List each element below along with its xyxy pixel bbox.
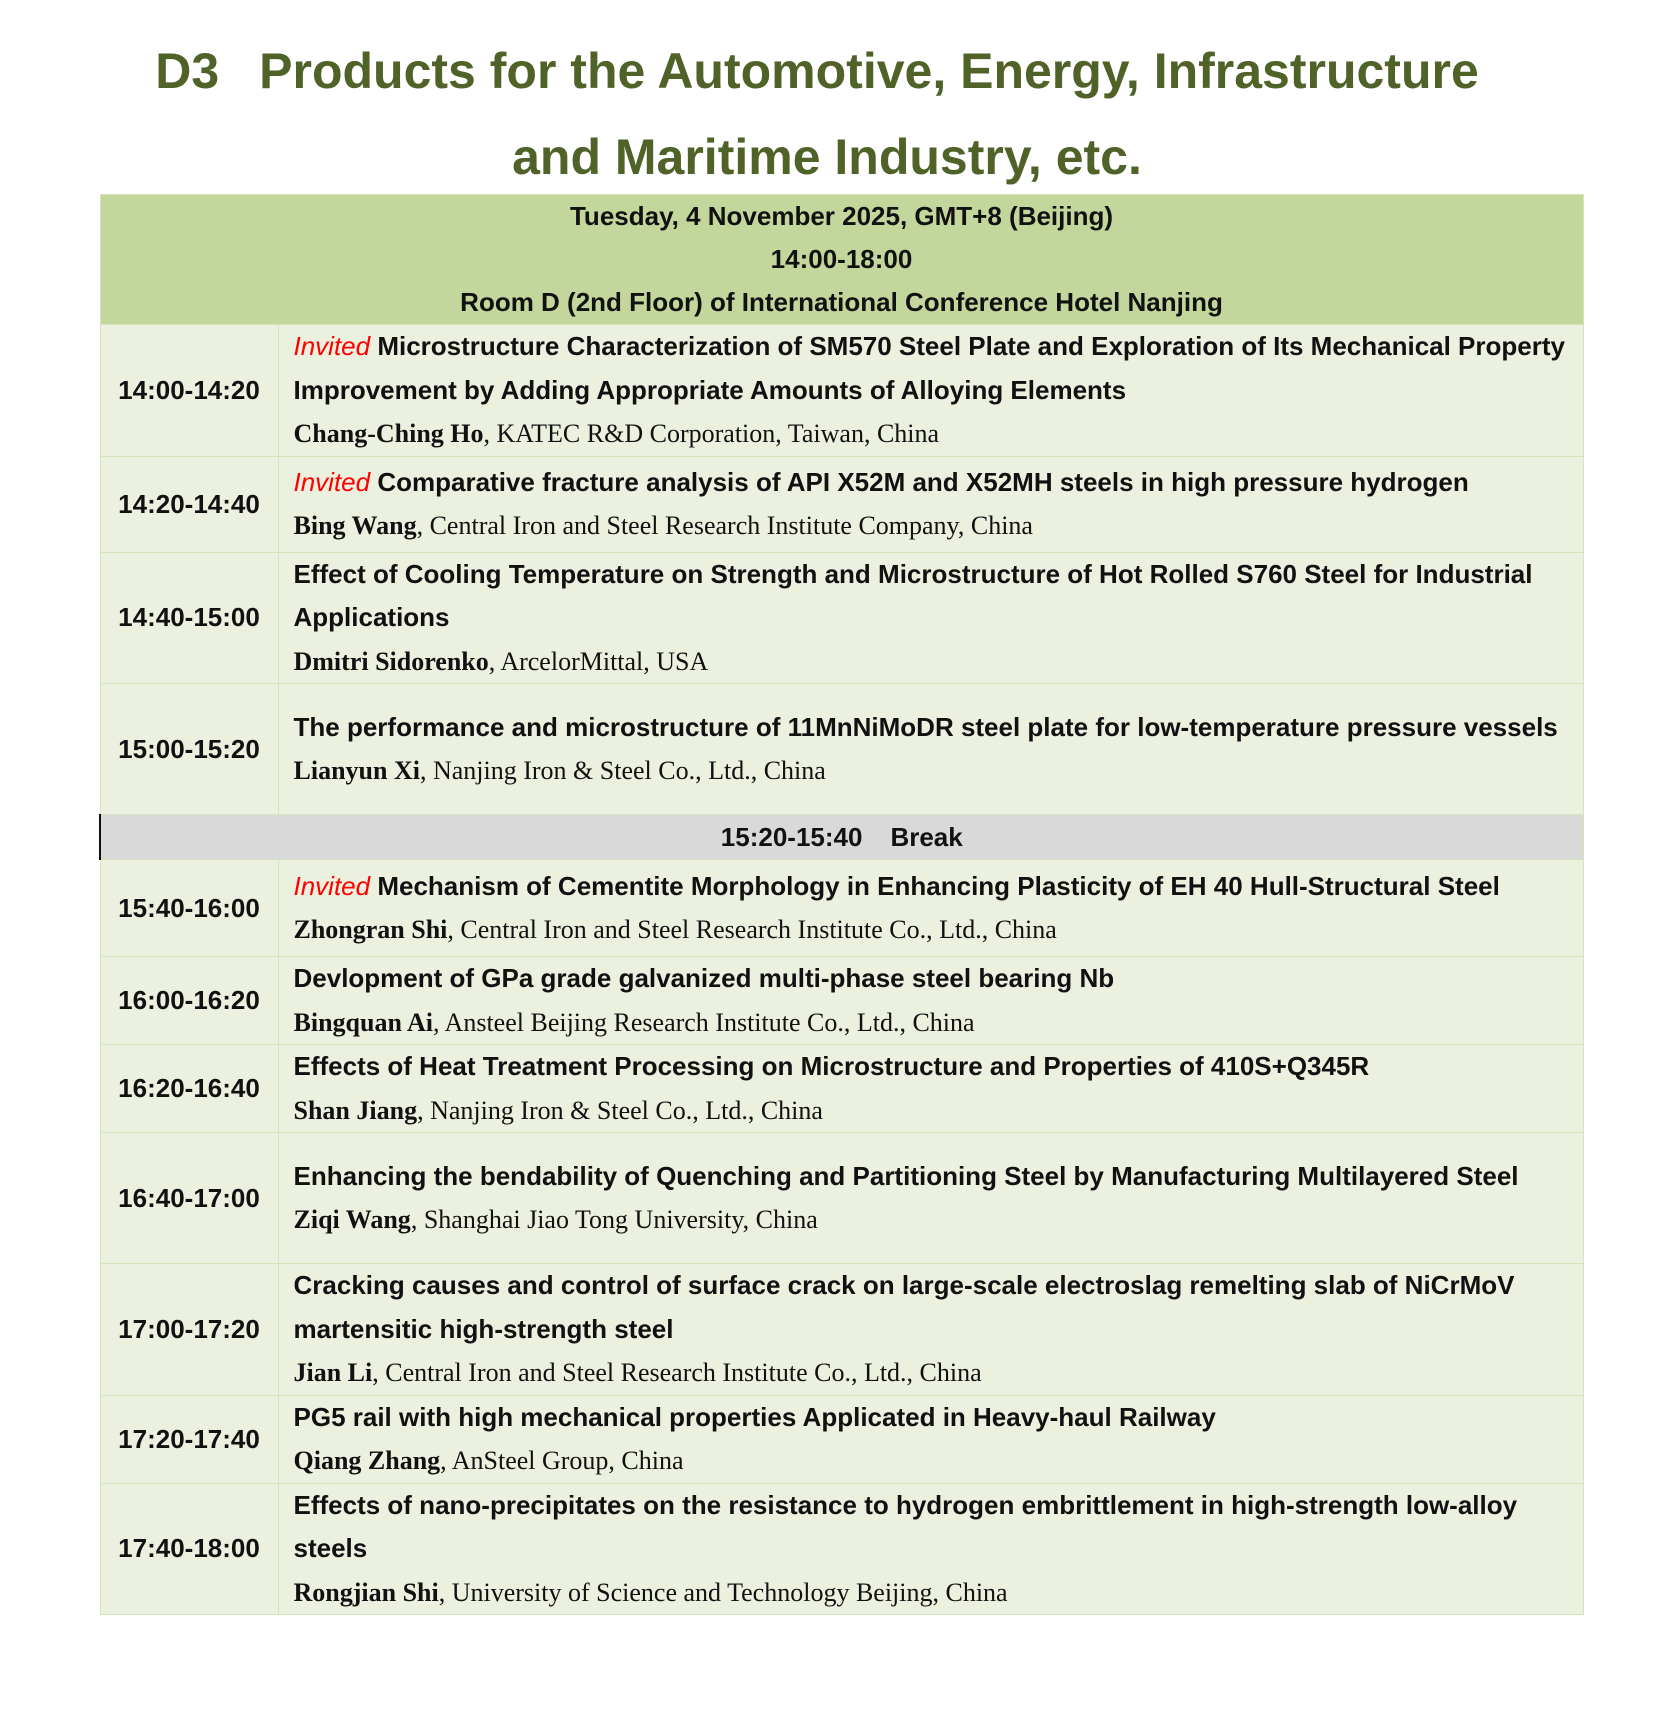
talk-title-text: Comparative fracture analysis of API X52M and X52MH steels in high pressure hydrogen (377, 466, 1469, 497)
talk-author (294, 1198, 1573, 1242)
author-name: Lianyun Xi (293, 756, 420, 785)
talk-details (278, 456, 1583, 552)
talk-time: 15:40-16:00 (100, 860, 278, 957)
author-affiliation: , Nanjing Iron & Steel Co., Ltd., China (417, 1095, 823, 1125)
talk-details (278, 1395, 1583, 1483)
talk-title: Effect of Cooling Temperature on Strength and Microstructure of Hot Rolled S760 Steel for Industrial Applications (293, 558, 1533, 632)
talk-time: 15:00-15:20 (100, 684, 278, 815)
break-cell (100, 815, 1583, 860)
author-affiliation: , Shanghai Jiao Tong University, China (410, 1205, 818, 1234)
author-name: Chang-Ching Ho (293, 419, 484, 448)
table-row (100, 1133, 1583, 1264)
table-row (100, 684, 1583, 815)
author-affiliation: , Central Iron and Steel Research Institute Co., Ltd., China (447, 915, 1057, 944)
session-venue: Room D (2nd Floor) of International Conference Hotel Nanjing (460, 287, 1223, 317)
talk-time: 16:20-16:40 (100, 1045, 278, 1133)
break-time: 15:20-15:40 (720, 821, 863, 852)
break-label: Break (890, 821, 963, 852)
talk-author (294, 749, 1573, 793)
author-name: Dmitri Sidorenko (293, 646, 489, 676)
talk-author (294, 640, 1573, 684)
talk-details (278, 1264, 1583, 1396)
talk-author (294, 1001, 1573, 1045)
title-text-1: Products for the Automotive, Energy, Infrastructure (259, 43, 1479, 99)
talk-title: Devlopment of GPa grade galvanized multi-phase steel bearing Nb (293, 963, 1115, 993)
header-row (100, 195, 1583, 325)
author-affiliation: , KATEC R&D Corporation, Taiwan, China (483, 419, 940, 448)
talk-time: 14:20-14:40 (100, 456, 278, 552)
talk-title (294, 865, 1573, 909)
table-row (100, 456, 1583, 552)
author-affiliation: , Central Iron and Steel Research Institute Co., Ltd., China (372, 1358, 982, 1387)
talk-time: 17:40-18:00 (100, 1483, 278, 1615)
talk-author (294, 504, 1573, 548)
talk-author (294, 412, 1573, 456)
talk-details (278, 325, 1583, 457)
talk-time: 14:40-15:00 (100, 552, 278, 684)
talk-time: 16:40-17:00 (100, 1133, 278, 1264)
title-line-1 (0, 28, 1654, 114)
talk-author (294, 1439, 1573, 1483)
author-affiliation: , ArcelorMittal, USA (488, 646, 709, 676)
talk-title: Effects of nano-precipitates on the resistance to hydrogen embrittlement in high-strength low-alloy steels (293, 1489, 1518, 1563)
talk-title (294, 461, 1573, 505)
invited-tag: Invited (293, 331, 371, 361)
table-row (100, 957, 1583, 1045)
talk-author (294, 1571, 1573, 1615)
talk-title-text: Mechanism of Cementite Morphology in Enhancing Plasticity of EH 40 Hull-Structural Steel (377, 870, 1500, 901)
talk-details (278, 957, 1583, 1045)
table-row (100, 325, 1583, 457)
author-affiliation: , University of Science and Technology Beijing, China (438, 1577, 1008, 1607)
talk-time: 17:00-17:20 (100, 1264, 278, 1396)
table-row (100, 1264, 1583, 1396)
break-row (100, 815, 1583, 860)
talk-details (278, 1045, 1583, 1133)
page-title (0, 28, 1654, 200)
talk-details (278, 860, 1583, 957)
talk-author (294, 908, 1573, 952)
talk-details (278, 552, 1583, 684)
author-name: Qiang Zhang (293, 1446, 441, 1475)
author-affiliation: , Ansteel Beijing Research Institute Co., Ltd., China (432, 1007, 975, 1037)
schedule-table (99, 194, 1584, 1615)
talk-details (278, 684, 1583, 815)
talk-title (294, 325, 1573, 412)
title-line-2: and Maritime Industry, etc. (512, 129, 1142, 185)
author-name: Shan Jiang (293, 1095, 418, 1125)
author-name: Jian Li (293, 1358, 373, 1387)
talk-time: 16:00-16:20 (100, 957, 278, 1045)
author-affiliation: , AnSteel Group, China (440, 1446, 684, 1475)
talk-author (294, 1089, 1573, 1133)
talk-title: PG5 rail with high mechanical properties Applicated in Heavy-haul Railway (293, 1401, 1216, 1432)
invited-tag: Invited (293, 466, 371, 497)
session-header (100, 195, 1583, 325)
talk-title: Cracking causes and control of surface crack on large-scale electroslag remelting slab of NiCrMoV martensitic high-strength steel (293, 1270, 1515, 1344)
table-row (100, 1045, 1583, 1133)
session-time: 14:00-18:00 (770, 244, 913, 274)
session-code: D3 (155, 43, 220, 99)
invited-tag: Invited (293, 870, 371, 901)
talk-title: Enhancing the bendability of Quenching and Partitioning Steel by Manufacturing Multilayered Steel (293, 1160, 1519, 1191)
talk-time: 14:00-14:20 (100, 325, 278, 457)
talk-author (294, 1351, 1573, 1395)
talk-title: The performance and microstructure of 11MnNiMoDR steel plate for low-temperature pressure vessels (293, 711, 1558, 742)
author-name: Bingquan Ai (293, 1007, 433, 1037)
table-row (100, 552, 1583, 684)
session-date: Tuesday, 4 November 2025, GMT+8 (Beijing) (569, 201, 1114, 231)
table-row (100, 1483, 1583, 1615)
talk-title-text: Microstructure Characterization of SM570 Steel Plate and Exploration of Its Mechanical Property Improvement by Adding Appropriate Amounts of Alloying Elements (293, 331, 1565, 405)
author-affiliation: , Central Iron and Steel Research Institute Company, China (416, 511, 1033, 540)
author-name: Zhongran Shi (293, 915, 448, 944)
talk-details (278, 1133, 1583, 1264)
talk-details (278, 1483, 1583, 1615)
author-name: Rongjian Shi (293, 1577, 439, 1607)
talk-title: Effects of Heat Treatment Processing on Microstructure and Properties of 410S+Q345R (293, 1051, 1370, 1081)
author-name: Ziqi Wang (293, 1205, 411, 1234)
author-name: Bing Wang (293, 511, 417, 540)
author-affiliation: , Nanjing Iron & Steel Co., Ltd., China (419, 756, 826, 785)
table-row (100, 1395, 1583, 1483)
table-row (100, 860, 1583, 957)
talk-time: 17:20-17:40 (100, 1395, 278, 1483)
